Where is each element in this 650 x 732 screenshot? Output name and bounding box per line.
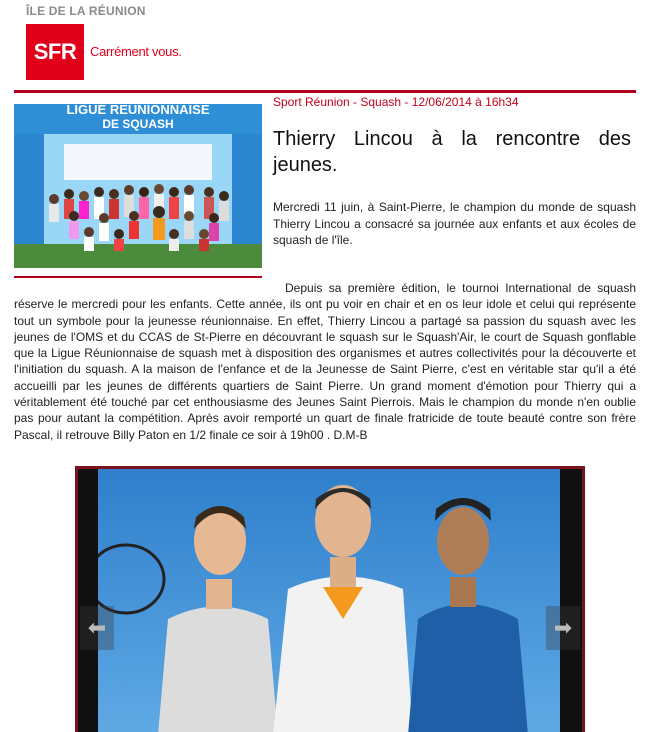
region-label: ÎLE DE LA RÉUNION: [26, 4, 146, 18]
sfr-logo[interactable]: [26, 24, 84, 80]
sfr-logo-text: SFR: [33, 39, 77, 64]
article-lead: Mercredi 11 juin, à Saint-Pierre, le champion du monde de squash Thierry Lincou a consacré sa journée aux enfants et aux écoles de squash de l'île.: [273, 200, 636, 247]
gallery-next-button[interactable]: [546, 606, 580, 650]
photo-banner-line1: LIGUE REUNIONNAISE: [66, 104, 210, 117]
arrow-right-icon: ➡: [553, 615, 573, 640]
top-divider: [14, 90, 636, 93]
left-divider: [14, 276, 262, 278]
article-title: [273, 126, 631, 178]
article-title-line2: jeunes.: [273, 154, 338, 176]
article-photo-kids: [14, 104, 262, 268]
photo-gallery: [75, 466, 585, 732]
article-meta[interactable]: Sport Réunion - Squash - 12/06/2014 à 16h34: [273, 95, 519, 109]
article-body: Depuis sa première édition, le tournoi International de squash réserve le mercredi pour les enfants. Cette année, ils ont pu voir en chair et en os leur idole et celui qui représente tout un symbole pour la jeunesse réunionnaise. En effet, Thierry Lincou a partagé sa passion du squash avec les jeunes de l'OMS et du CCAS de St-Pierre en découvrant le squash sur le Squash'Air, le court de Squash gonflable que la Ligue Réunionnaise de squash met à disposition des organismes et autres collectivités pour la découverte et l'initiation du squash. A la maison de l'enfance et de la Jeunesse de Saint Pierre, c'est en véritable star qu'il a été accueilli par les jeunes de différents quartiers de Saint Pierre. Un grand moment d'émotion pour Thierry qui a véritablement été touché par cet enthousiasme des Jeunes Saint Pierrois. Mais le champion du monde n'en oublie pas pour autant la compétition. Après avoir remporté un quart de finale fratricide de toute beauté contre son frère Pascal, il retrouve Billy Paton en 1/2 finale ce soir à 19h00 . D.M-B: [14, 281, 636, 442]
arrow-left-icon: ⬅: [87, 615, 107, 640]
sfr-slogan: Carrément vous.: [90, 44, 182, 59]
article-title-line1: Thierry Lincou à la rencontre des: [273, 128, 631, 150]
gallery-prev-button[interactable]: [80, 606, 114, 650]
photo-banner-line2: DE SQUASH: [102, 117, 174, 131]
